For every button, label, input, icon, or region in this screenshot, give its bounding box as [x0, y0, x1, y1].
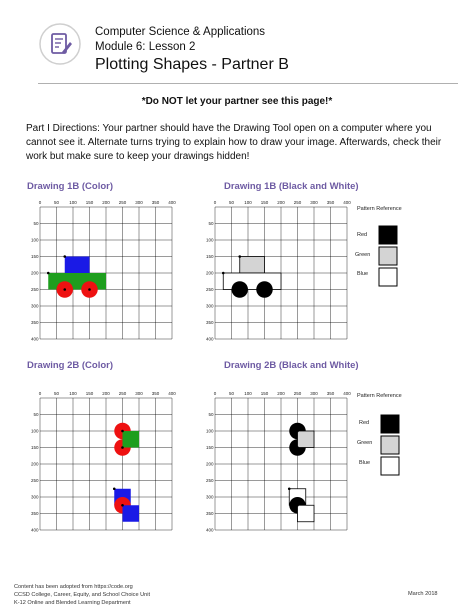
- footer-line-3: K-12 Online and Blended Learning Department: [14, 600, 131, 606]
- y-tick-label: 200: [205, 461, 214, 467]
- anchor-point: [88, 288, 91, 291]
- x-tick-label: 400: [168, 391, 176, 396]
- y-tick-label: 400: [205, 527, 214, 533]
- x-tick-label: 200: [102, 200, 110, 205]
- pattern-blue-label-2: Blue: [359, 460, 371, 466]
- x-tick-label: 200: [277, 391, 285, 396]
- x-tick-label: 250: [293, 200, 302, 205]
- footer-credits: [14, 583, 150, 607]
- square-blue-lower: [123, 505, 140, 522]
- x-tick-label: 300: [135, 200, 143, 205]
- square-white-lower: [298, 505, 315, 522]
- x-tick-label: 50: [53, 391, 60, 396]
- pattern-blue-label: Blue: [357, 271, 369, 277]
- x-tick-label: 150: [260, 391, 269, 396]
- x-tick-label: 250: [293, 391, 302, 396]
- x-tick-label: 100: [244, 391, 252, 396]
- pattern-reference-title: Pattern Reference: [357, 206, 402, 212]
- anchor-point: [296, 446, 299, 449]
- pattern-green-label: Green: [355, 252, 371, 258]
- y-tick-label: 200: [205, 270, 214, 276]
- anchor-point: [47, 272, 50, 275]
- drawing-2b-color-grid: [30, 388, 190, 536]
- x-tick-label: 300: [135, 391, 143, 396]
- pattern-reference-title-2: Pattern Reference: [357, 393, 402, 399]
- x-tick-label: 300: [310, 391, 318, 396]
- x-tick-label: 250: [118, 200, 127, 205]
- y-tick-label: 300: [205, 303, 214, 309]
- anchor-point: [121, 504, 124, 507]
- x-tick-label: 0: [213, 391, 217, 396]
- y-tick-label: 400: [30, 527, 39, 533]
- x-tick-label: 350: [151, 200, 160, 205]
- x-tick-label: 100: [69, 200, 77, 205]
- footer-line-1: Content has been adopted from https://code.org: [14, 584, 133, 590]
- footer-line-2: CCSD College, Career, Equity, and School Choice Unit: [14, 592, 151, 598]
- x-tick-label: 150: [85, 200, 94, 205]
- anchor-point: [288, 487, 291, 490]
- x-tick-label: 250: [118, 391, 127, 396]
- drawing-1b-bw-grid: [205, 197, 368, 345]
- drawing-2b-bw-grid: [205, 388, 365, 536]
- y-tick-label: 400: [205, 336, 214, 342]
- y-tick-label: 400: [30, 336, 39, 342]
- x-tick-label: 0: [213, 200, 217, 205]
- y-tick-label: 250: [205, 478, 214, 484]
- pattern-green-label-2: Green: [357, 440, 373, 446]
- x-tick-label: 200: [102, 391, 110, 396]
- anchor-point: [263, 288, 266, 291]
- x-tick-label: 50: [228, 391, 235, 396]
- footer-date: March 2018: [408, 591, 438, 597]
- drawing-1b-color-grid: [30, 197, 190, 345]
- y-tick-label: 50: [33, 412, 39, 418]
- course-logo-icon: [38, 22, 82, 66]
- anchor-point: [296, 430, 299, 433]
- car-cabin: [240, 257, 265, 274]
- page-title: Plotting Shapes - Partner B: [95, 56, 289, 73]
- pattern-red-label: Red: [357, 232, 368, 238]
- y-tick-label: 100: [30, 237, 39, 243]
- x-tick-label: 50: [228, 200, 235, 205]
- x-tick-label: 0: [38, 200, 42, 205]
- anchor-point: [121, 430, 124, 433]
- x-tick-label: 100: [244, 200, 252, 205]
- x-tick-label: 200: [277, 200, 285, 205]
- pattern-red-label-2: Red: [359, 420, 370, 426]
- x-tick-label: 350: [326, 391, 335, 396]
- y-tick-label: 350: [205, 511, 214, 517]
- anchor-point: [63, 255, 66, 258]
- y-tick-label: 150: [30, 254, 39, 260]
- x-tick-label: 400: [343, 391, 351, 396]
- y-tick-label: 200: [30, 270, 39, 276]
- header-divider: [38, 83, 458, 84]
- y-tick-label: 300: [205, 494, 214, 500]
- y-tick-label: 100: [205, 428, 214, 434]
- y-tick-label: 250: [30, 478, 39, 484]
- anchor-point: [63, 288, 66, 291]
- y-tick-label: 350: [205, 320, 214, 326]
- y-tick-label: 200: [30, 461, 39, 467]
- anchor-point: [238, 288, 241, 291]
- pattern-swatches-2: [380, 414, 402, 476]
- module-label: Module 6: Lesson 2: [95, 41, 196, 53]
- course-name: Computer Science & Applications: [95, 26, 266, 38]
- anchor-point: [238, 255, 241, 258]
- y-tick-label: 50: [208, 412, 214, 418]
- square-gray: [298, 431, 315, 448]
- anchor-point: [121, 446, 124, 449]
- square-green: [123, 431, 140, 448]
- x-tick-label: 0: [38, 391, 42, 396]
- y-tick-label: 100: [30, 428, 39, 434]
- car-cabin: [65, 257, 90, 274]
- x-tick-label: 100: [69, 391, 77, 396]
- drawing-1b-bw-title: Drawing 1B (Black and White): [224, 181, 359, 192]
- y-tick-label: 350: [30, 511, 39, 517]
- drawing-2b-bw-title: Drawing 2B (Black and White): [224, 360, 359, 371]
- y-tick-label: 300: [30, 494, 39, 500]
- x-tick-label: 150: [260, 200, 269, 205]
- x-tick-label: 350: [326, 200, 335, 205]
- y-tick-label: 250: [205, 287, 214, 293]
- y-tick-label: 250: [30, 287, 39, 293]
- anchor-point: [222, 272, 225, 275]
- y-tick-label: 50: [208, 221, 214, 227]
- x-tick-label: 400: [343, 200, 351, 205]
- y-tick-label: 100: [205, 237, 214, 243]
- x-tick-label: 400: [168, 200, 176, 205]
- pattern-swatches: [378, 225, 400, 287]
- x-tick-label: 50: [53, 200, 60, 205]
- y-tick-label: 150: [205, 254, 214, 260]
- y-tick-label: 150: [205, 445, 214, 451]
- x-tick-label: 150: [85, 391, 94, 396]
- y-tick-label: 50: [33, 221, 39, 227]
- y-tick-label: 150: [30, 445, 39, 451]
- x-tick-label: 300: [310, 200, 318, 205]
- drawing-2b-color-title: Drawing 2B (Color): [27, 360, 114, 371]
- y-tick-label: 350: [30, 320, 39, 326]
- drawing-1b-color-title: Drawing 1B (Color): [27, 181, 114, 192]
- anchor-point: [296, 504, 299, 507]
- anchor-point: [113, 487, 116, 490]
- directions-text: Part I Directions: Your partner should have the Drawing Tool open on a computer where you cannot see it. Alternate turns trying to explain how to draw your image. Afterwards, check their work but make sure to keep your drawings hidden!: [26, 123, 442, 162]
- x-tick-label: 350: [151, 391, 160, 396]
- y-tick-label: 300: [30, 303, 39, 309]
- warning-text: *Do NOT let your partner see this page!*: [141, 96, 333, 107]
